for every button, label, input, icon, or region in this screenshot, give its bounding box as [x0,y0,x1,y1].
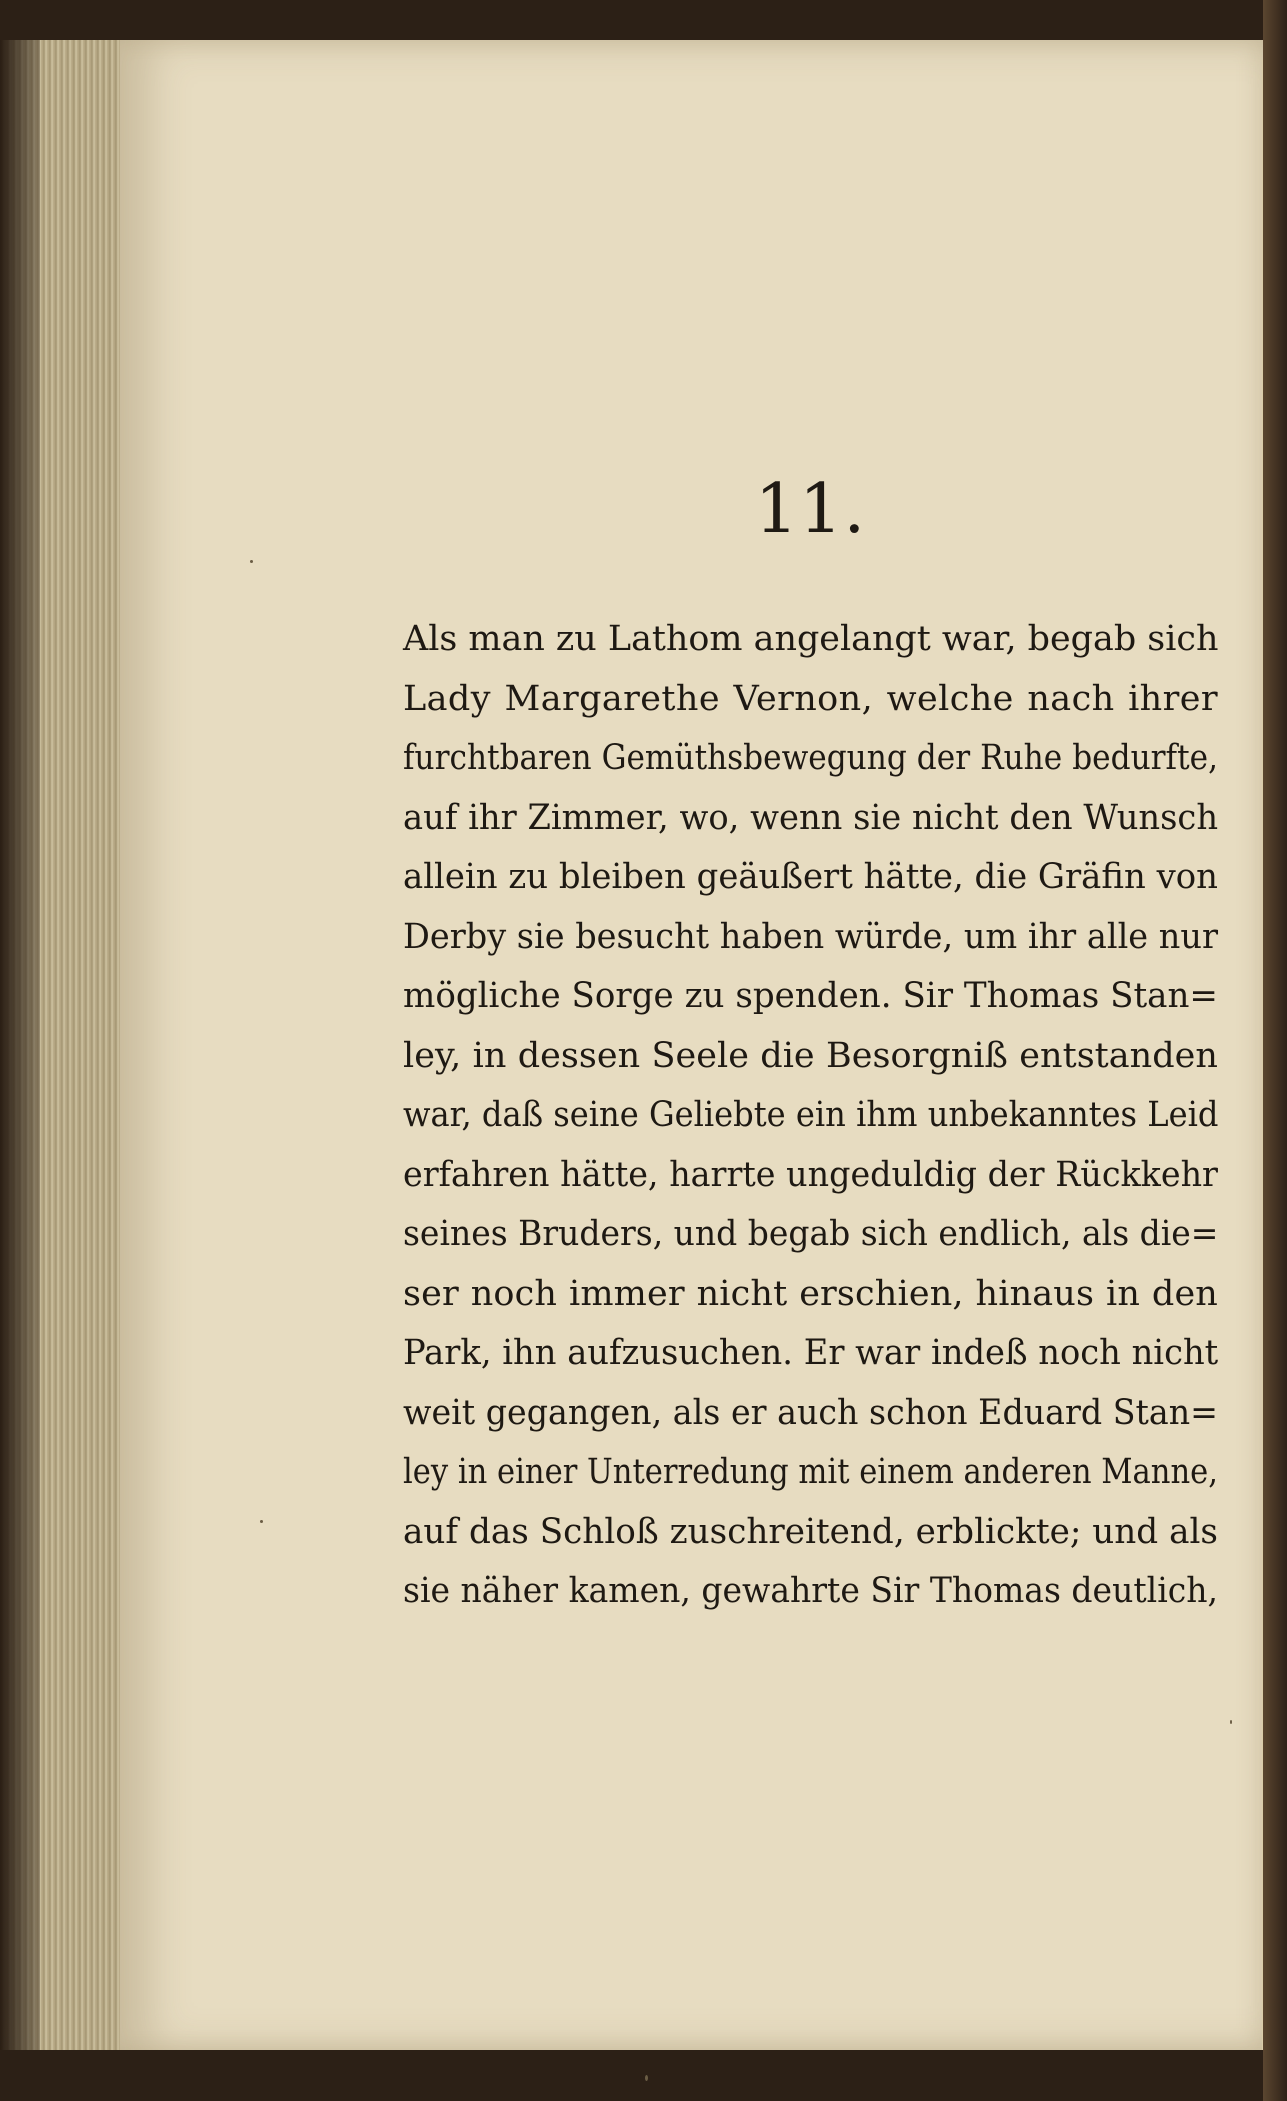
chapter-paragraph [403,610,1218,1622]
text-line: Lady Margarethe Vernon, welche nach ihrer [403,678,1218,719]
text-line: Als man zu Lathom angelangt war, begab sich [403,619,1219,659]
text-line: war, daß seine Geliebte ein ihm unbekanntes Leid [403,1095,1219,1135]
text-line: ley in einer Unterredung mit einem anderen Manne, [403,1452,1218,1492]
text-line: auf das Schloß zuschreitend, erblickte; und als [403,1511,1218,1552]
text-line: sie näher kamen, gewahrte Sir Thomas deutlich, [403,1571,1219,1611]
text-line: erfahren hätte, harrte ungeduldig der Rückkehr [403,1154,1218,1195]
book-cover-edge [1263,0,1287,2101]
paper-speck [1230,1720,1232,1724]
paper-speck [645,2075,648,2081]
paper-speck [260,1520,263,1523]
text-line: weit gegangen, als er auch schon Eduard Stan= [403,1392,1219,1433]
text-line: Park, ihn aufzusuchen. Er war indeß noch nicht [403,1333,1219,1373]
paper-speck [250,560,253,563]
text-line: ser noch immer nicht erschien, hinaus in den [403,1273,1218,1314]
text-line: seines Bruders, und begab sich endlich, als die= [403,1214,1219,1254]
text-line: mögliche Sorge zu spenden. Sir Thomas Stan= [403,976,1218,1016]
text-line: allein zu bleiben geäußert hätte, die Gräfin von [403,857,1218,897]
text-line: Derby sie besucht haben würde, um ihr alle nur [403,916,1219,957]
text-line: auf ihr Zimmer, wo, wenn sie nicht den Wunsch [403,797,1219,838]
text-line: ley, in dessen Seele die Besorgniß entstanden [403,1035,1218,1076]
book-edge-shadow [0,40,40,2050]
chapter-number: 11. [754,470,867,549]
text-line: furchtbaren Gemüthsbewegung der Ruhe bedurfte, [403,738,1218,778]
